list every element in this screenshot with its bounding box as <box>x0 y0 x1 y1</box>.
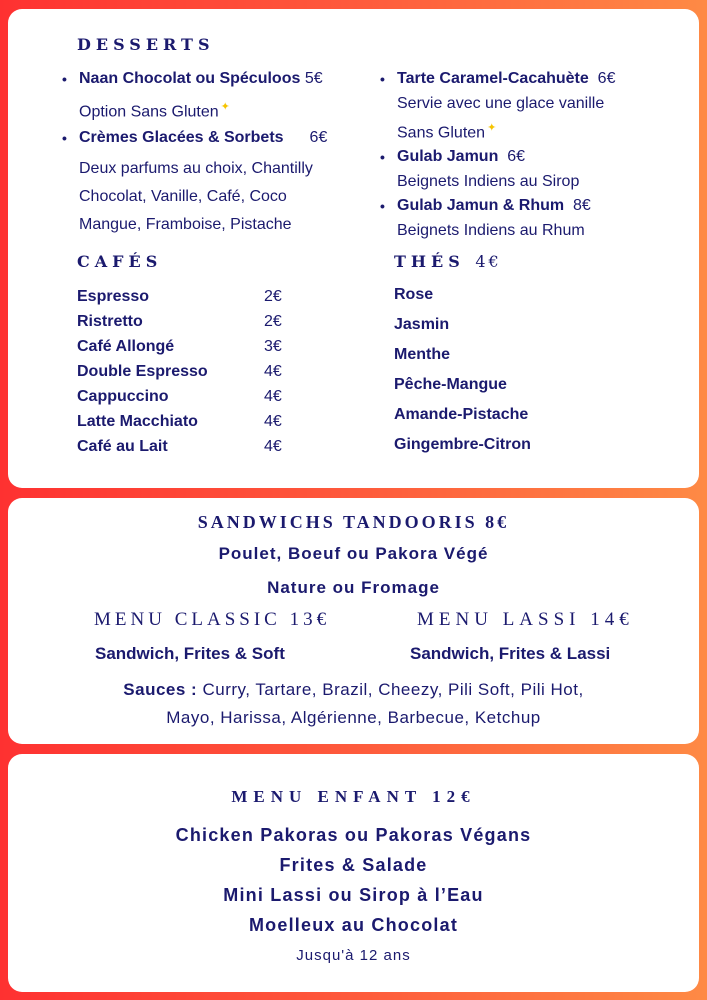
cafe-price: 4€ <box>264 438 282 455</box>
the-item: Menthe <box>394 346 450 363</box>
dessert-price: 6€ <box>507 148 526 166</box>
cafe-row <box>77 413 297 438</box>
sandwich-options: Nature ou Fromage <box>267 578 440 597</box>
cafe-price: 4€ <box>264 388 282 405</box>
dessert-item <box>62 126 328 239</box>
menu-classic-title: MENU CLASSIC 13€ <box>94 609 331 630</box>
enfant-item: Frites & Salade <box>279 855 428 875</box>
sandwich-fillings: Poulet, Boeuf ou Pakora Végé <box>218 544 489 563</box>
cafe-name: Double Espresso <box>77 363 208 380</box>
sandwichs-panel <box>8 498 699 744</box>
age-note: Jusqu'à 12 ans <box>296 947 411 964</box>
thes-title: THÉS <box>394 252 465 271</box>
desserts-list-left <box>62 67 328 239</box>
dessert-desc: Deux parfums au choix, Chantilly <box>79 160 313 178</box>
dessert-desc: Beignets Indiens au Sirop <box>397 173 580 191</box>
dessert-price: 8€ <box>573 197 591 215</box>
cafe-name: Café Allongé <box>77 338 175 355</box>
cafes-heading: CAFÉS <box>77 252 163 271</box>
the-item: Amande-Pistache <box>394 406 529 423</box>
cafe-row <box>77 338 297 363</box>
bullet-icon: • <box>62 71 67 87</box>
thes-price: 4€ <box>475 252 502 271</box>
cafe-name: Cappuccino <box>77 388 169 405</box>
cafe-name: Latte Macchiato <box>77 413 198 430</box>
the-item: Pêche-Mangue <box>394 376 507 393</box>
the-item: Rose <box>394 286 434 303</box>
dessert-name: Crèmes Glacées & Sorbets <box>79 129 284 147</box>
cafe-row <box>77 363 297 388</box>
sandwichs-heading: SANDWICHS TANDOORIS 8€ <box>197 512 510 532</box>
sauces-list: Curry, Tartare, Brazil, Cheezy, Pili Soft, Pili Hot, <box>197 680 584 699</box>
dessert-desc: Chocolat, Vanille, Café, Coco <box>79 188 287 206</box>
sauces-line-2: Mayo, Harissa, Algérienne, Barbecue, Ketchup <box>166 708 541 727</box>
menu-lassi-desc: Sandwich, Frites & Lassi <box>410 644 611 663</box>
cafe-name: Ristretto <box>77 313 143 330</box>
dessert-name: Gulab Jamun <box>397 148 499 166</box>
dessert-desc: Option Sans Gluten <box>79 103 219 121</box>
the-item: Gingembre-Citron <box>394 436 531 453</box>
dessert-name: Tarte Caramel-Cacahuète <box>397 70 589 87</box>
bullet-icon: • <box>380 149 385 166</box>
thes-heading <box>394 252 502 271</box>
gluten-free-star-icon: ✦ <box>220 101 230 113</box>
dessert-item <box>380 194 615 243</box>
cafe-name: Café au Lait <box>77 438 168 455</box>
dessert-item <box>380 145 615 194</box>
cafe-price: 2€ <box>264 288 282 305</box>
dessert-desc: Beignets Indiens au Rhum <box>397 222 585 240</box>
menu-enfant-heading: MENU ENFANT 12€ <box>231 787 476 806</box>
bullet-icon: • <box>62 130 67 147</box>
dessert-item <box>62 67 327 124</box>
dessert-price: 6€ <box>597 70 616 87</box>
dessert-item <box>380 67 616 145</box>
sauces-line-1 <box>8 680 699 700</box>
cafe-price: 3€ <box>264 338 282 355</box>
dessert-price: 6€ <box>309 129 328 147</box>
bullet-icon: • <box>380 198 385 215</box>
cafe-row <box>77 388 297 413</box>
dessert-desc: Servie avec une glace vanille <box>397 95 605 112</box>
bullet-icon: • <box>380 71 385 87</box>
dessert-price: 5€ <box>304 70 323 87</box>
cafe-row <box>77 438 297 463</box>
dessert-desc: Sans Gluten <box>397 124 486 142</box>
dessert-desc: Mangue, Framboise, Pistache <box>79 216 292 234</box>
dessert-name: Gulab Jamun & Rhum <box>397 197 565 215</box>
menu-lassi-title: MENU LASSI 14€ <box>417 609 634 630</box>
cafe-price: 4€ <box>264 363 282 380</box>
cafe-row <box>77 288 297 313</box>
menu-enfant-panel <box>8 754 699 992</box>
enfant-item: Mini Lassi ou Sirop à l’Eau <box>223 885 484 905</box>
gluten-free-star-icon: ✦ <box>487 122 497 134</box>
cafe-price: 4€ <box>264 413 282 430</box>
sauces-label: Sauces : <box>123 680 198 699</box>
menu-classic-desc: Sandwich, Frites & Soft <box>95 644 285 663</box>
cafe-row <box>77 313 297 338</box>
the-item: Jasmin <box>394 316 450 333</box>
dessert-name: Naan Chocolat ou Spéculoos <box>79 70 301 87</box>
desserts-list-right <box>380 67 616 243</box>
enfant-item: Moelleux au Chocolat <box>248 915 459 935</box>
desserts-drinks-panel <box>8 9 699 488</box>
enfant-item: Chicken Pakoras ou Pakoras Végans <box>175 825 532 845</box>
cafe-name: Espresso <box>77 288 150 305</box>
desserts-heading: DESSERTS <box>77 35 215 54</box>
cafe-price: 2€ <box>264 313 282 330</box>
